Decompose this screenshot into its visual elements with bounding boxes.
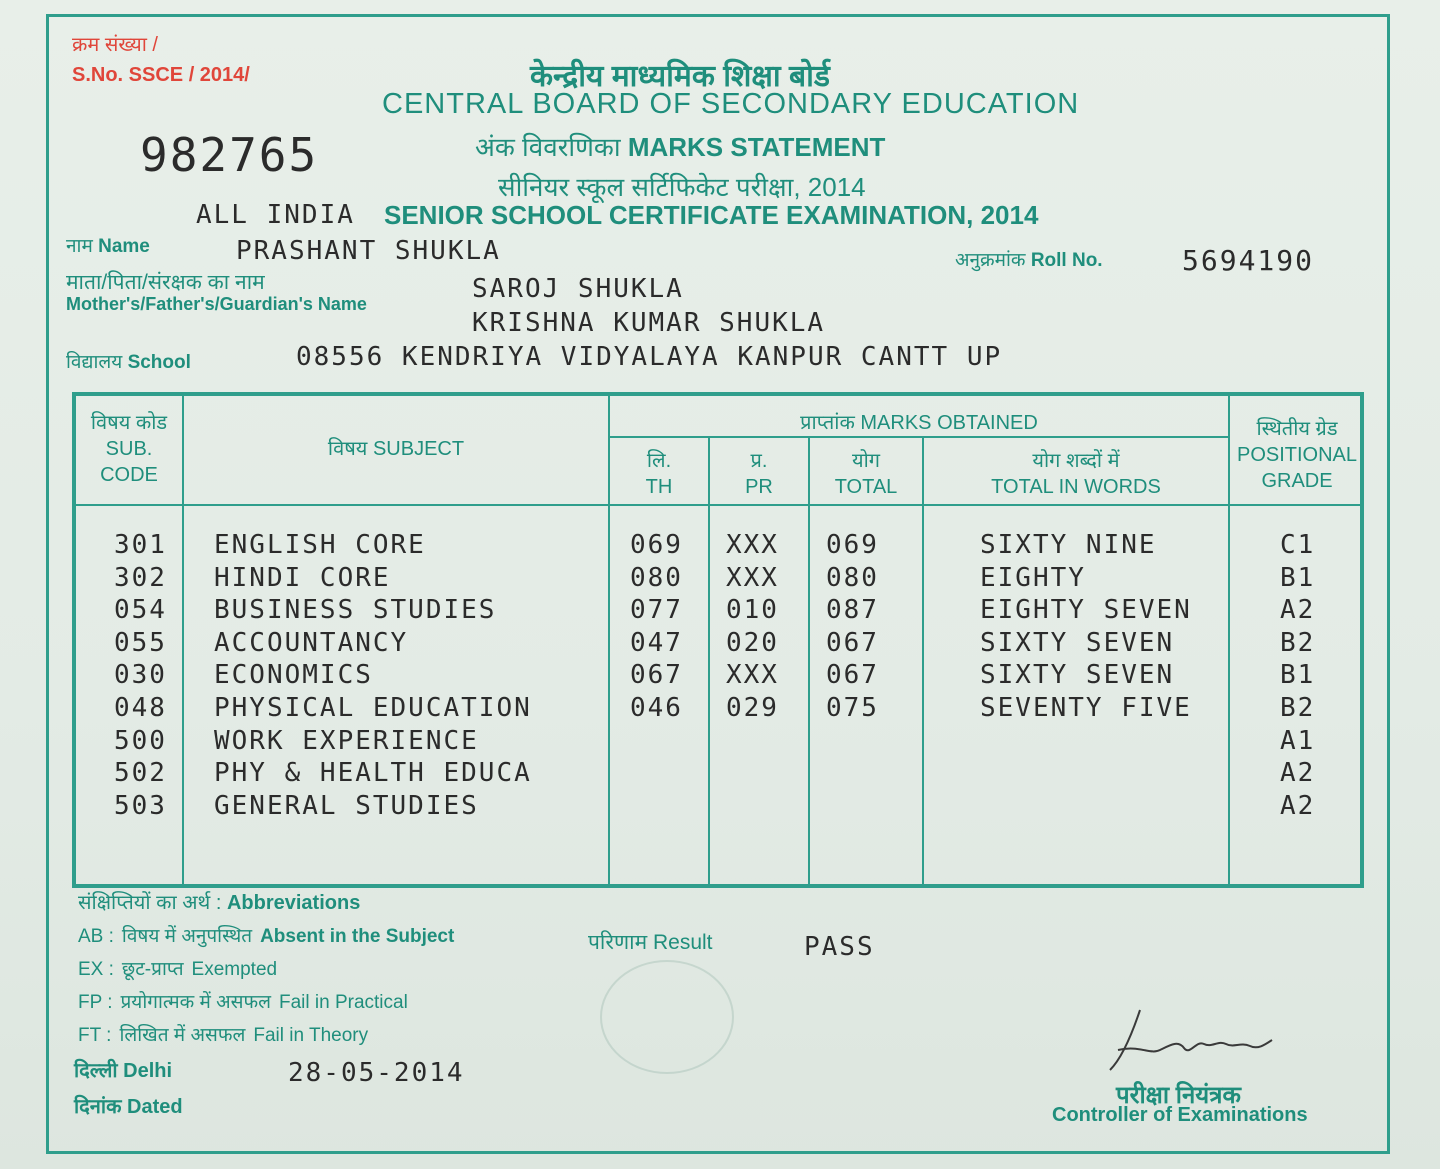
board-name-hindi: केन्द्रीय माध्यमिक शिक्षा बोर्ड — [530, 60, 830, 93]
abbreviation-hi: प्रयोगात्मक में असफल — [120, 992, 271, 1013]
cell-pr: 010 — [726, 595, 779, 626]
statement-title-english: MARKS STATEMENT — [627, 132, 886, 162]
parent-label-english: Mother's/Father's/Guardian's Name — [66, 294, 367, 314]
dated-label — [74, 1092, 183, 1119]
cell-pr: XXX — [726, 660, 779, 691]
abbreviation-hi: लिखित में असफल — [119, 1025, 246, 1046]
cell-subject: PHY & HEALTH EDUCA — [214, 758, 532, 789]
cell-grade: B2 — [1280, 693, 1316, 723]
header-grade-hindi: स्थितीय ग्रेड — [1256, 418, 1338, 440]
school-name: 08556 KENDRIYA VIDYALAYA KANPUR CANTT UP — [296, 342, 1003, 372]
header-subject-english: SUBJECT — [372, 438, 465, 460]
exam-scope: ALL INDIA — [196, 200, 355, 230]
cell-pr: 029 — [726, 693, 779, 723]
dated-label-hindi: दिनांक — [74, 1096, 122, 1118]
place-label-english: Delhi — [123, 1060, 173, 1082]
cell-grade: A2 — [1280, 758, 1316, 789]
serial-label-english: S.No. SSCE / 2014/ — [72, 64, 250, 86]
cell-total-in-words: EIGHTY SEVEN — [980, 595, 1192, 626]
cell-sub-code: 030 — [114, 660, 167, 691]
header-subject-hindi: विषय — [327, 438, 368, 460]
header-sub-code — [76, 410, 182, 488]
header-grade-line1: POSITIONAL — [1236, 444, 1358, 466]
father-name: KRISHNA KUMAR SHUKLA — [472, 308, 826, 338]
cell-sub-code: 502 — [114, 758, 167, 789]
abbreviation-en: Absent in the Subject — [260, 926, 455, 947]
header-grade-line2: GRADE — [1261, 470, 1333, 492]
controller-title-english: Controller of Examinations — [1052, 1104, 1308, 1126]
header-pr — [710, 448, 808, 500]
header-words-hindi: योग शब्दों में — [1032, 450, 1120, 472]
mother-name: SAROJ SHUKLA — [472, 274, 684, 304]
candidate-name: PRASHANT SHUKLA — [236, 236, 501, 266]
cell-grade: A2 — [1280, 790, 1316, 821]
cell-sub-code: 301 — [114, 530, 167, 560]
cell-sub-code: 503 — [114, 790, 167, 821]
statement-title-hindi: अंक विवरणिका — [475, 132, 621, 162]
result-label-hindi: परिणाम — [588, 931, 648, 954]
school-label — [66, 348, 191, 374]
abbreviations-title-english: Abbreviations — [226, 892, 361, 914]
header-pr-hindi: प्र. — [750, 450, 768, 472]
abbreviation-item — [78, 922, 462, 948]
cell-pr: 020 — [726, 627, 779, 658]
roll-label-hindi: अनुक्रमांक — [955, 250, 1026, 271]
cell-th: 069 — [630, 530, 683, 560]
header-pr-english: PR — [745, 476, 773, 498]
serial-number: 982765 — [140, 128, 319, 182]
abbreviation-item — [78, 988, 416, 1014]
board-name-english: CENTRAL BOARD OF SECONDARY EDUCATION — [382, 88, 1080, 120]
name-label-english: Name — [98, 236, 150, 257]
cell-sub-code: 054 — [114, 595, 167, 626]
abbreviation-item — [78, 1021, 376, 1047]
cell-sub-code: 302 — [114, 562, 167, 593]
cell-th: 080 — [630, 562, 683, 593]
header-th-english: TH — [645, 476, 673, 498]
cell-total-in-words: EIGHTY — [980, 562, 1086, 593]
header-sub-code-line2: CODE — [100, 464, 158, 486]
roll-number: 5694190 — [1182, 244, 1315, 277]
header-total-hindi: योग — [851, 450, 881, 472]
header-marks-english: MARKS OBTAINED — [860, 412, 1038, 434]
result-label-english: Result — [652, 931, 713, 954]
cell-th: 077 — [630, 595, 683, 626]
header-marks-hindi: प्राप्तांक — [800, 412, 855, 434]
exam-name-hindi: सीनियर स्कूल सर्टिफिकेट परीक्षा, 2014 — [498, 172, 866, 202]
header-th-hindi: लि. — [646, 450, 672, 472]
cell-th: 067 — [630, 660, 683, 691]
abbreviation-code: FP : — [78, 992, 113, 1013]
cell-total: 069 — [826, 530, 879, 560]
cell-total: 075 — [826, 693, 879, 723]
controller-title-hindi: परीक्षा नियंत्रक — [1116, 1082, 1241, 1109]
cell-total-in-words: SIXTY NINE — [980, 530, 1157, 560]
abbreviation-code: AB : — [78, 926, 114, 947]
header-words-english: TOTAL IN WORDS — [991, 476, 1161, 498]
abbreviation-item — [78, 955, 285, 981]
header-positional-grade — [1230, 416, 1364, 494]
cell-sub-code: 048 — [114, 693, 167, 723]
abbreviation-en: Fail in Practical — [278, 992, 408, 1013]
controller-signature — [1100, 1000, 1280, 1080]
cell-total: 067 — [826, 627, 879, 658]
header-marks-obtained — [610, 410, 1228, 436]
cell-sub-code: 055 — [114, 627, 167, 658]
name-label-hindi: नाम — [66, 236, 93, 257]
result-value: PASS — [804, 932, 875, 962]
cell-subject: BUSINESS STUDIES — [214, 595, 497, 626]
abbreviation-en: Exempted — [191, 959, 278, 980]
name-label — [66, 232, 150, 258]
header-sub-code-line1: SUB. — [105, 438, 153, 460]
cell-th: 047 — [630, 627, 683, 658]
cell-pr: XXX — [726, 530, 779, 560]
cell-th: 046 — [630, 693, 683, 723]
cell-subject: ENGLISH CORE — [214, 530, 426, 560]
table-divider — [72, 504, 1364, 506]
issue-date: 28-05-2014 — [288, 1058, 465, 1088]
header-th — [610, 448, 708, 500]
cell-subject: GENERAL STUDIES — [214, 790, 479, 821]
cell-total: 080 — [826, 562, 879, 593]
header-subject — [186, 436, 606, 462]
school-label-english: School — [127, 352, 191, 373]
result-label — [588, 928, 713, 956]
place-label — [74, 1056, 172, 1083]
statement-title — [475, 128, 885, 164]
abbreviation-en: Fail in Theory — [253, 1025, 369, 1046]
header-total — [810, 448, 922, 500]
roll-label-english: Roll No. — [1030, 250, 1103, 271]
cell-grade: A2 — [1280, 595, 1316, 626]
cell-total-in-words: SEVENTY FIVE — [980, 693, 1192, 723]
cell-total-in-words: SIXTY SEVEN — [980, 627, 1175, 658]
cell-grade: B1 — [1280, 562, 1316, 593]
header-total-english: TOTAL — [834, 476, 898, 498]
school-label-hindi: विद्यालय — [66, 352, 123, 373]
cell-total: 067 — [826, 660, 879, 691]
abbreviation-hi: विषय में अनुपस्थित — [121, 926, 253, 947]
parent-label-hindi: माता/पिता/संरक्षक का नाम — [66, 271, 265, 294]
table-divider — [182, 392, 184, 888]
dated-label-english: Dated — [127, 1096, 183, 1118]
abbreviations-title — [78, 888, 360, 915]
exam-name-english: SENIOR SCHOOL CERTIFICATE EXAMINATION, 2014 — [384, 200, 1039, 230]
cell-subject: PHYSICAL EDUCATION — [214, 693, 532, 723]
cell-grade: C1 — [1280, 530, 1316, 560]
table-divider — [608, 436, 1228, 438]
abbreviations-title-hindi: संक्षिप्तियों का अर्थ : — [78, 892, 222, 914]
abbreviation-code: FT : — [78, 1025, 112, 1046]
cell-grade: B1 — [1280, 660, 1316, 691]
abbreviation-code: EX : — [78, 959, 114, 980]
serial-label-hindi: क्रम संख्या / — [72, 34, 158, 56]
cell-grade: B2 — [1280, 627, 1316, 658]
roll-label — [955, 246, 1103, 272]
embossed-seal — [600, 960, 734, 1074]
header-sub-code-hindi: विषय कोड — [90, 412, 168, 434]
cell-grade: A1 — [1280, 725, 1316, 756]
cell-pr: XXX — [726, 562, 779, 593]
cell-subject: HINDI CORE — [214, 562, 391, 593]
abbreviation-hi: छूट-प्राप्त — [121, 959, 184, 980]
header-total-in-words — [924, 448, 1228, 500]
cell-subject: ACCOUNTANCY — [214, 627, 409, 658]
cell-total-in-words: SIXTY SEVEN — [980, 660, 1175, 691]
cell-subject: ECONOMICS — [214, 660, 373, 691]
cell-total: 087 — [826, 595, 879, 626]
cell-subject: WORK EXPERIENCE — [214, 725, 479, 756]
place-label-hindi: दिल्ली — [74, 1060, 118, 1082]
cell-sub-code: 500 — [114, 725, 167, 756]
